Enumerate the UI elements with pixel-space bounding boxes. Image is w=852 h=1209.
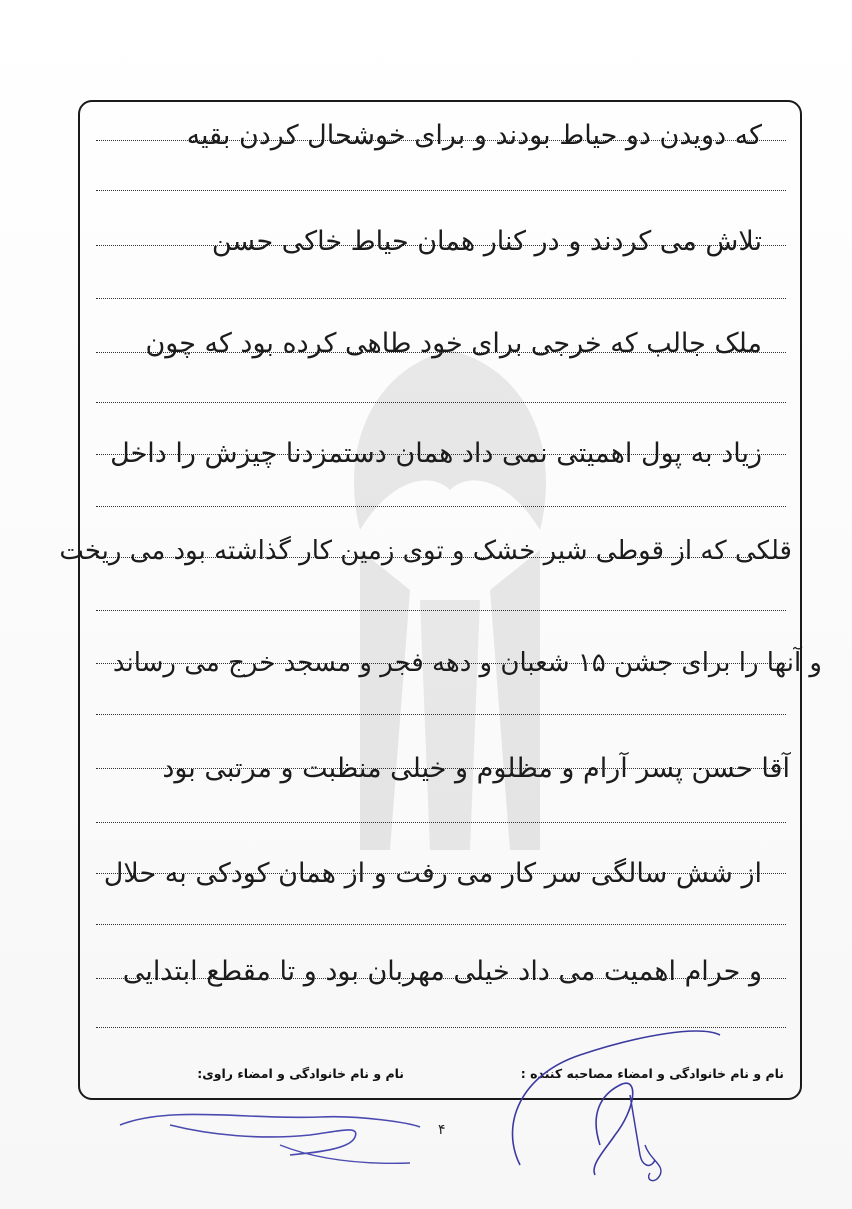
handwritten-line: ملک جالب که خرجی برای خود طاهی کرده بود که چون bbox=[145, 328, 762, 359]
handwritten-line: تلاش می کردند و در کنار همان حیاط خاکی حسن bbox=[211, 226, 762, 257]
handwritten-line: و حرام اهمیت می داد خیلی مهربان بود و تا مقطع ابتدایی bbox=[122, 956, 762, 987]
handwritten-line: که دویدن دو حیاط بودند و برای خوشحال کردن بقیه bbox=[186, 120, 762, 151]
handwritten-line: زیاد به پول اهمیتی نمی داد همان دستمزدنا چیزش را داخل bbox=[110, 438, 762, 469]
narrator-signature bbox=[110, 1095, 430, 1175]
ruled-line bbox=[96, 714, 786, 715]
handwritten-line: و آنها را برای جشن ۱۵ شعبان و دهه فجر و مسجد خرج می رساند bbox=[112, 648, 822, 678]
ruled-line bbox=[96, 190, 786, 191]
ruled-line bbox=[96, 506, 786, 507]
ruled-line bbox=[96, 402, 786, 403]
page-number: ۴ bbox=[438, 1122, 446, 1138]
handwritten-line: قلکی که از قوطی شیر خشک و توی زمین کار گذاشته بود می ریخت bbox=[59, 536, 792, 566]
handwritten-line: آقا حسن پسر آرام و مظلوم و خیلی منظبت و مرتبی بود bbox=[162, 753, 790, 784]
ruled-line bbox=[96, 924, 786, 925]
ruled-line bbox=[96, 298, 786, 299]
handwritten-line: از شش سالگی سر کار می رفت و از همان کودکی به حلال bbox=[103, 858, 762, 889]
ruled-line bbox=[96, 610, 786, 611]
ruled-line bbox=[96, 822, 786, 823]
interviewer-signature bbox=[490, 1015, 730, 1195]
narrator-signature-label: نام و نام خانوادگی و امضاء راوی: bbox=[197, 1066, 404, 1081]
interviewer-signature-label: نام و نام خانوادگی و امضاء مصاحبه کننده : bbox=[520, 1066, 784, 1081]
